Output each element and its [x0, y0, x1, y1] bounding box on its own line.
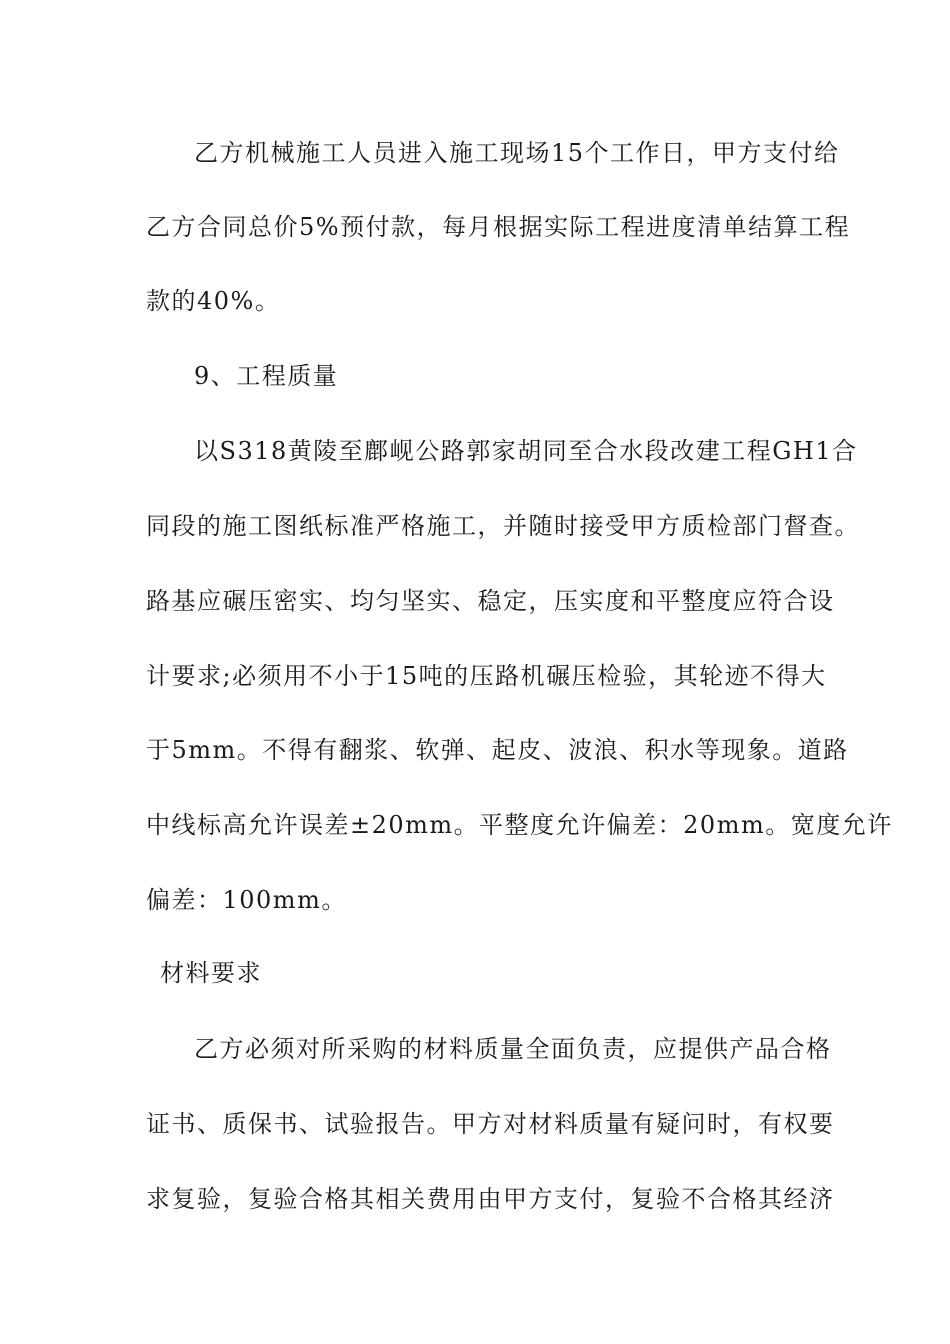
- paragraph-materials-line-2: 证书、质保书、试验报告。甲方对材料质量有疑问时，有权要: [146, 1110, 835, 1138]
- section-heading-quality: 9、工程质量: [194, 362, 339, 390]
- paragraph-quality-line-5: 于5mm。不得有翻浆、软弹、起皮、波浪、积水等现象。道路: [146, 736, 849, 764]
- paragraph-payment-line-2: 乙方合同总价5%预付款，每月根据实际工程进度清单结算工程: [146, 213, 851, 241]
- paragraph-quality-line-2: 同段的施工图纸标准严格施工，并随时接受甲方质检部门督查。: [146, 512, 860, 540]
- paragraph-quality-line-1: 以S318黄陵至鄜岘公路郭家胡同至合水段改建工程GH1合: [194, 437, 858, 465]
- paragraph-quality-line-4: 计要求;必须用不小于15吨的压路机碾压检验，其轮迹不得大: [146, 662, 827, 690]
- paragraph-quality-line-7: 偏差：100mm。: [146, 886, 347, 914]
- paragraph-quality-line-6: 中线标高允许误差±20mm。平整度允许偏差：20mm。宽度允许: [146, 811, 893, 839]
- paragraph-materials-line-1: 乙方必须对所采购的材料质量全面负责，应提供产品合格: [194, 1035, 832, 1063]
- section-heading-materials: 材料要求: [160, 959, 262, 987]
- paragraph-quality-line-3: 路基应碾压密实、均匀坚实、稳定，压实度和平整度应符合设: [146, 587, 835, 615]
- paragraph-materials-line-3: 求复验，复验合格其相关费用由甲方支付，复验不合格其经济: [146, 1185, 835, 1213]
- paragraph-payment-line-3: 款的40%。: [146, 287, 281, 315]
- paragraph-payment-line-1: 乙方机械施工人员进入施工现场15个工作日，甲方支付给: [194, 139, 840, 167]
